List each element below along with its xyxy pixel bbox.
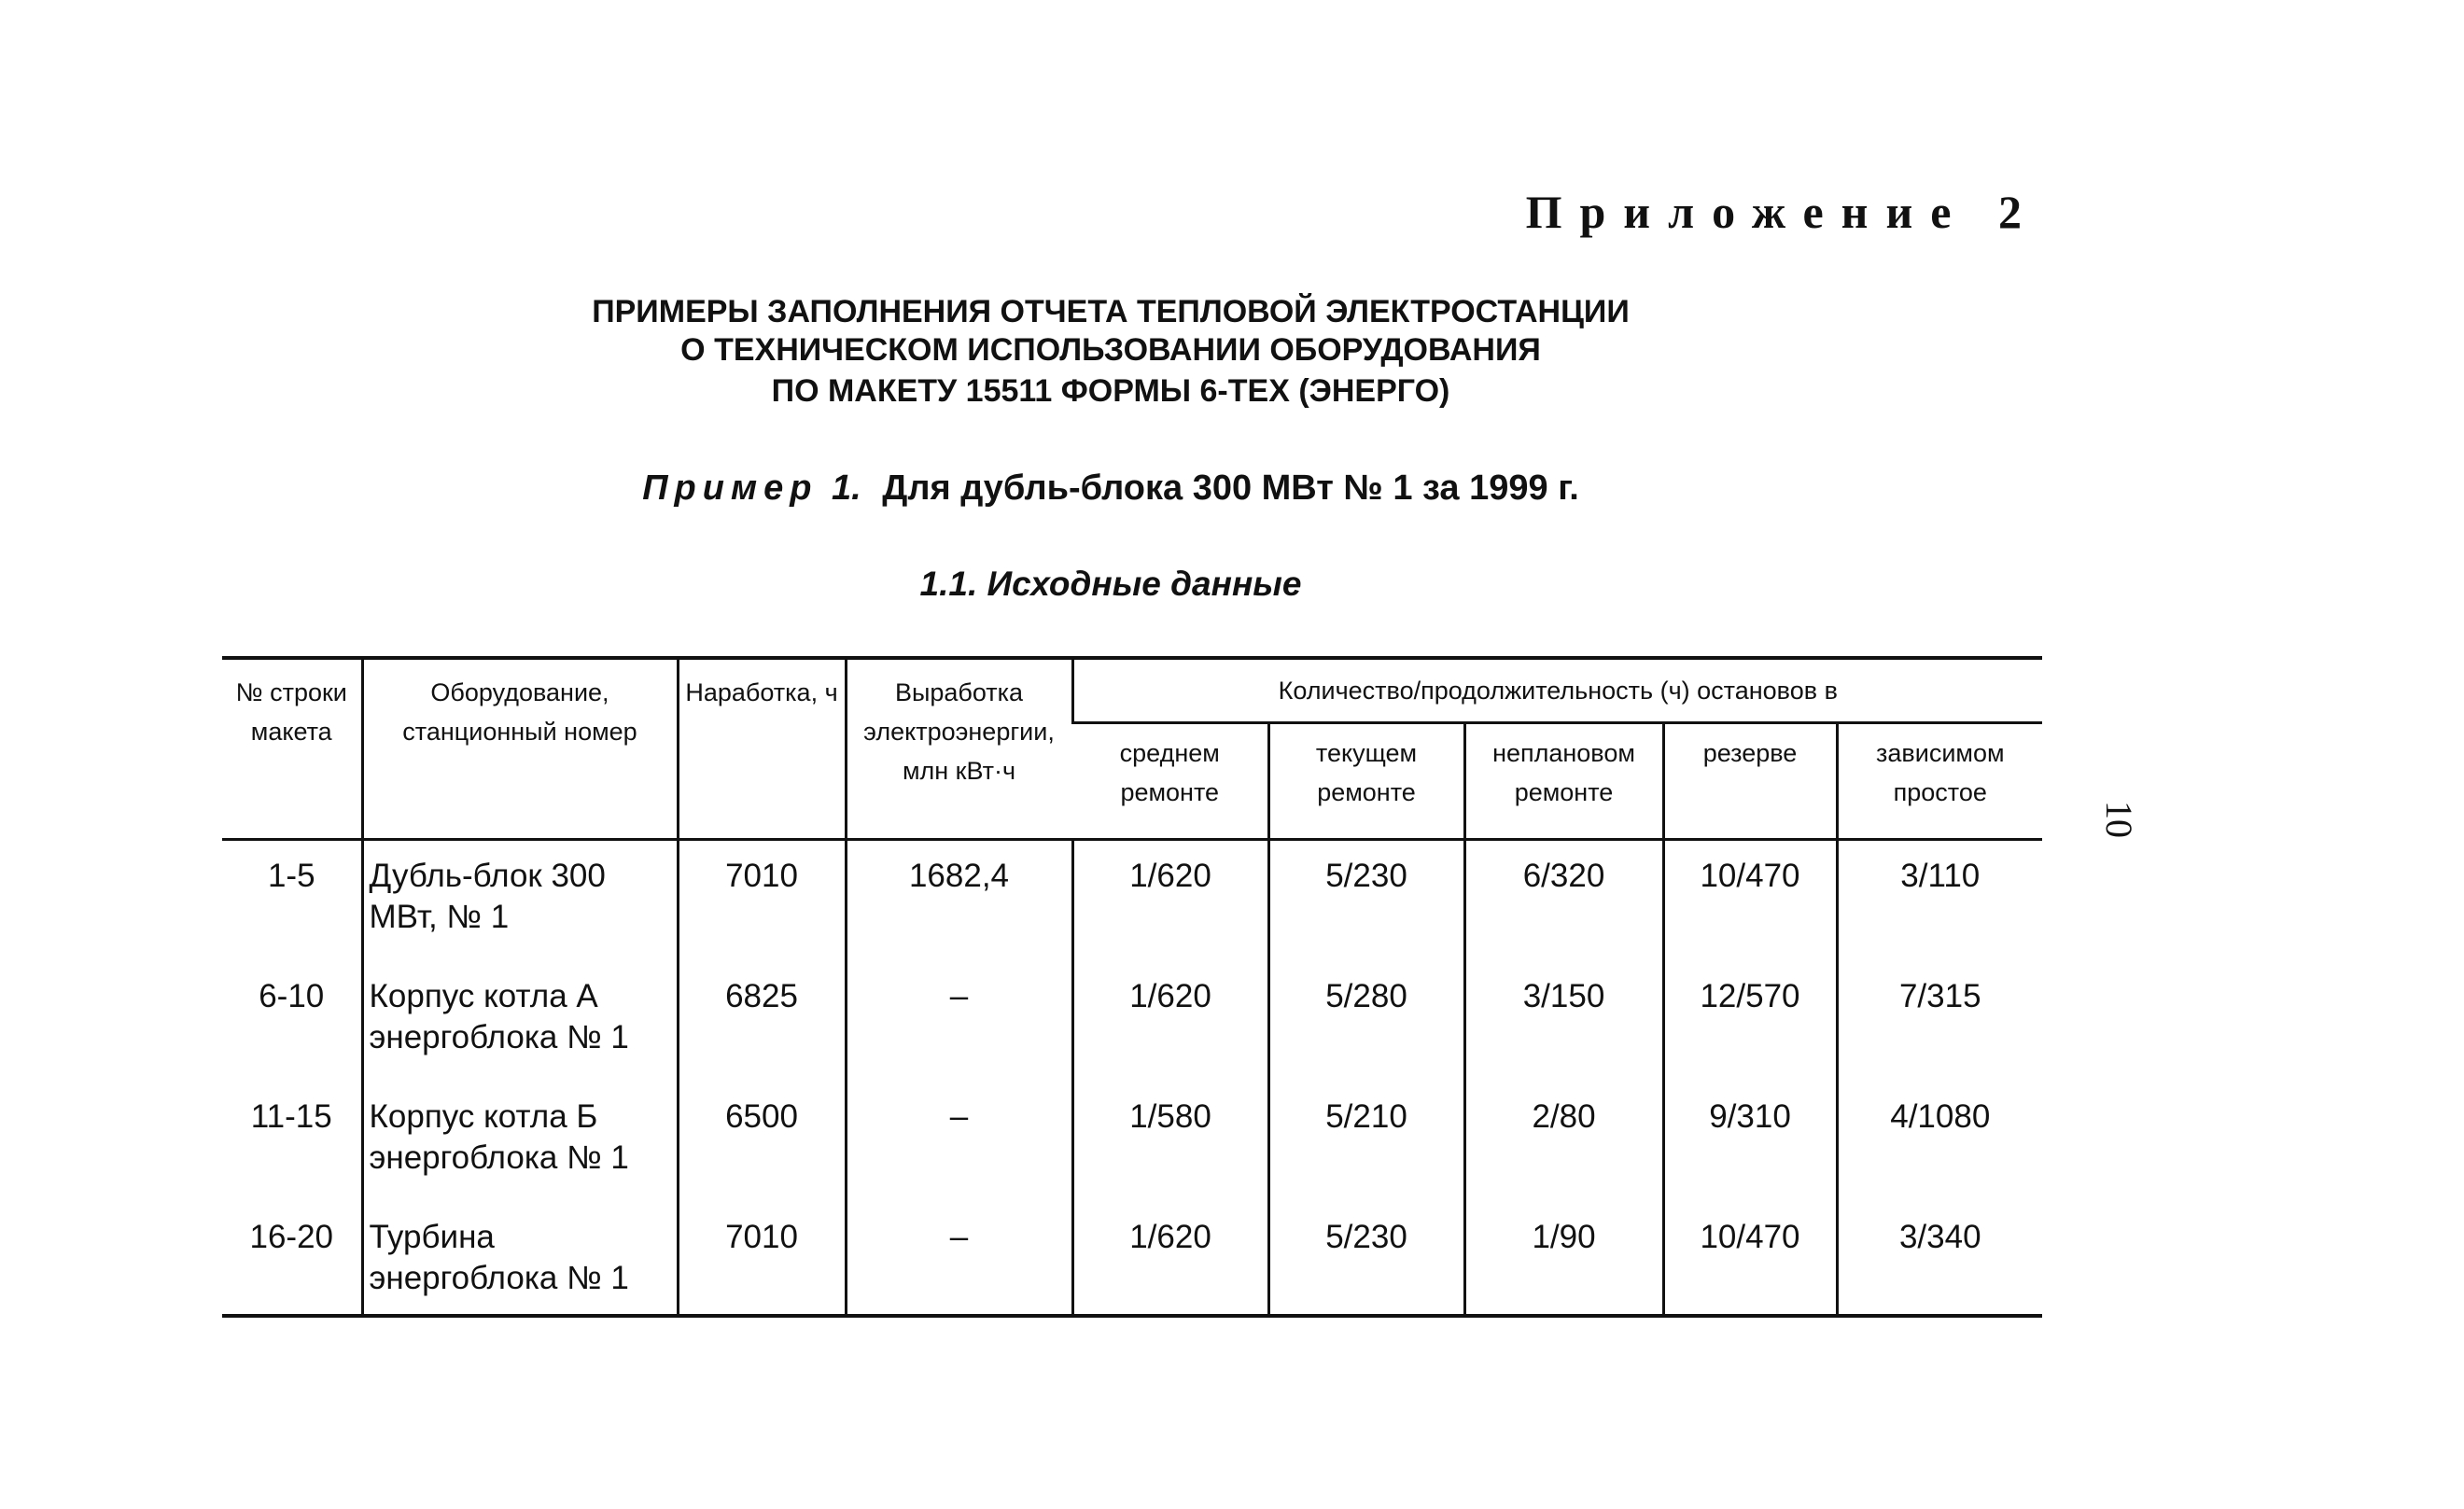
header-reserve: резерве [1663, 723, 1837, 840]
header-dependent-idle: зависимом простое [1837, 723, 2042, 840]
cell-equipment: Турбина энергоблока № 1 [362, 1202, 678, 1316]
cell-row-no: 16-20 [222, 1202, 362, 1316]
cell-unplanned-repair: 6/320 [1464, 840, 1663, 962]
cell-unplanned-repair: 3/150 [1464, 961, 1663, 1082]
cell-current-repair: 5/230 [1268, 1202, 1464, 1316]
cell-hours: 6500 [678, 1082, 846, 1202]
document-title-line-2: О ТЕХНИЧЕСКОМ ИСПОЛЬЗОВАНИИ ОБОРУДОВАНИЯ [680, 332, 1541, 368]
cell-equipment: Корпус котла А энергоблока № 1 [362, 961, 678, 1082]
cell-current-repair: 5/230 [1268, 840, 1464, 962]
document-title-line-1: ПРИМЕРЫ ЗАПОЛНЕНИЯ ОТЧЕТА ТЕПЛОВОЙ ЭЛЕКТРОСТАНЦИИ [592, 294, 1630, 329]
header-unplanned-repair: неплановом ремонте [1464, 723, 1663, 840]
cell-medium-repair: 1/620 [1072, 961, 1268, 1082]
cell-dependent-idle: 3/110 [1837, 840, 2042, 962]
cell-unplanned-repair: 2/80 [1464, 1082, 1663, 1202]
cell-reserve: 12/570 [1663, 961, 1837, 1082]
header-hours: Наработка, ч [678, 658, 846, 840]
example-lead: Пример [642, 468, 819, 508]
cell-dependent-idle: 7/315 [1837, 961, 2042, 1082]
cell-hours: 7010 [678, 1202, 846, 1316]
example-heading [0, 468, 2221, 509]
table-row [222, 1082, 2042, 1202]
cell-current-repair: 5/210 [1268, 1082, 1464, 1202]
cell-row-no: 11-15 [250, 1098, 332, 1135]
cell-row-no: 1-5 [267, 858, 315, 894]
cell-medium-repair: 1/580 [1072, 1082, 1268, 1202]
cell-equipment: Дубль-блок 300 МВт, № 1 [362, 840, 678, 962]
example-text: Для дубль-блока 300 МВт № 1 за 1999 г. [882, 468, 1579, 508]
header-stops-group: Количество/продолжительность (ч) остановов в [1072, 658, 2042, 723]
cell-reserve: 10/470 [1663, 1202, 1837, 1316]
cell-hours: 6825 [678, 961, 846, 1082]
cell-output: – [846, 961, 1072, 1082]
header-row-no: № строки макета [222, 658, 362, 840]
cell-current-repair: 5/280 [1268, 961, 1464, 1082]
header-equipment: Оборудование, станционный номер [362, 658, 678, 840]
table-row [222, 840, 2042, 962]
table-row [222, 1202, 2042, 1316]
cell-dependent-idle: 3/340 [1837, 1202, 2042, 1316]
appendix-label: Приложение 2 [1525, 186, 2039, 238]
cell-hours: 7010 [678, 840, 846, 962]
cell-unplanned-repair: 1/90 [1464, 1202, 1663, 1316]
cell-dependent-idle: 4/1080 [1837, 1082, 2042, 1202]
document-title-line-3: ПО МАКЕТУ 15511 ФОРМЫ 6-ТЕХ (ЭНЕРГО) [771, 373, 1450, 409]
cell-reserve: 10/470 [1663, 840, 1837, 962]
header-current-repair: текущем ремонте [1268, 723, 1464, 840]
cell-reserve: 9/310 [1663, 1082, 1837, 1202]
cell-medium-repair: 1/620 [1072, 1202, 1268, 1316]
page-number: 10 [2098, 801, 2140, 838]
header-medium-repair: среднем ремонте [1072, 723, 1268, 840]
cell-output: 1682,4 [846, 840, 1072, 962]
cell-output: – [846, 1202, 1072, 1316]
header-output: Выработка электроэнергии, млн кВт·ч [846, 658, 1072, 840]
cell-output: – [846, 1082, 1072, 1202]
example-number: 1. [832, 468, 861, 508]
cell-equipment: Корпус котла Б энергоблока № 1 [362, 1082, 678, 1202]
table-row [222, 961, 2042, 1082]
section-subheading: 1.1. Исходные данные [919, 565, 1302, 603]
source-data-table [222, 656, 2042, 1318]
cell-medium-repair: 1/620 [1072, 840, 1268, 962]
cell-row-no: 6-10 [259, 978, 325, 1014]
